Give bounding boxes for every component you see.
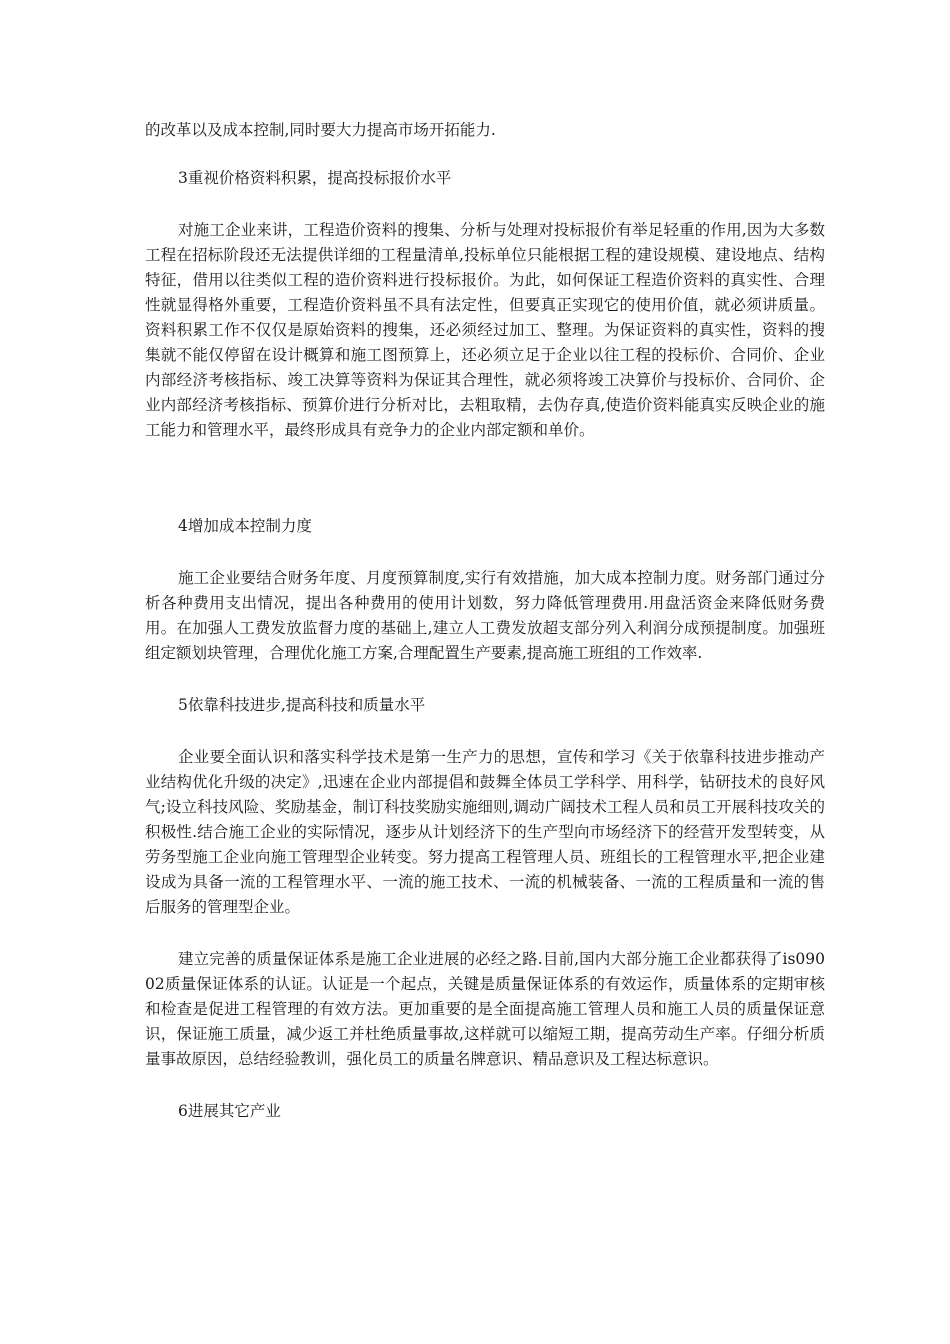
section-heading-6: 6进展其它产业 bbox=[178, 1102, 281, 1120]
paragraph-section-5b: 建立完善的质量保证体系是施工企业进展的必经之路.目前,国内大部分施工企业都获得了is09002质量保证体系的认证。认证是一个起点，关键是质量保证体系的有效运作，质量体系的定期审核和检查是促进工程管理的有效方法。更加重要的是全面提高施工管理人员和施工人员的质量保证意识，保证施工质量，减少返工并杜绝质量事故,这样就可以缩短工期，提高劳动生产率。仔细分析质量事故原因，总结经验教训，强化员工的质量名牌意识、精品意识及工程达标意识。 bbox=[145, 950, 825, 1068]
paragraph-section-3: 对施工企业来讲，工程造价资料的搜集、分析与处理对投标报价有举足轻重的作用,因为大多数工程在招标阶段还无法提供详细的工程量清单,投标单位只能根据工程的建设规模、建设地点、结构特征，借用以往类似工程的造价资料进行投标报价。为此，如何保证工程造价资料的真实性、合理性就显得格外重要，工程造价资料虽不具有法定性，但要真正实现它的使用价值，就必须讲质量。资料积累工作不仅仅是原始资料的搜集，还必须经过加工、整理。为保证资料的真实性，资料的搜集就不能仅停留在设计概算和施工图预算上，还必须立足于企业以往工程的投标价、合同价、企业内部经济考核指标、竣工决算等资料为保证其合理性，就必须将竣工决算价与投标价、合同价、企业内部经济考核指标、预算价进行分析对比，去粗取精，去伪存真,使造价资料能真实反映企业的施工能力和管理水平，最终形成具有竞争力的企业内部定额和单价。 bbox=[145, 221, 825, 439]
paragraph-section-4: 施工企业要结合财务年度、月度预算制度,实行有效措施，加大成本控制力度。财务部门通过分析各种费用支出情况，提出各种费用的使用计划数，努力降低管理费用.用盘活资金来降低财务费用。在加强人工费发放监督力度的基础上,建立人工费发放超支部分列入利润分成预提制度。加强班组定额划块管理，合理优化施工方案,合理配置生产要素,提高施工班组的工作效率. bbox=[145, 569, 825, 662]
paragraph-intro: 的改革以及成本控制,同时要大力提高市场开拓能力. bbox=[145, 121, 496, 139]
section-heading-4: 4增加成本控制力度 bbox=[178, 517, 312, 535]
section-heading-3: 3重视价格资料积累，提高投标报价水平 bbox=[178, 169, 452, 187]
paragraph-section-5a: 企业要全面认识和落实科学技术是第一生产力的思想，宣传和学习《关于依靠科技进步推动产业结构优化升级的决定》,迅速在企业内部提倡和鼓舞全体员工学科学、用科学，钻研技术的良好风气;设立科技风险、奖励基金，制订科技奖励实施细则,调动广阔技术工程人员和员工开展科技攻关的积极性.结合施工企业的实际情况，逐步从计划经济下的生产型向市场经济下的经营开发型转变，从劳务型施工企业向施工管理型企业转变。努力提高工程管理人员、班组长的工程管理水平,把企业建设成为具备一流的工程管理水平、一流的施工技术、一流的机械装备、一流的工程质量和一流的售后服务的管理型企业。 bbox=[145, 748, 825, 916]
document-body bbox=[145, 118, 825, 1124]
section-heading-5: 5依靠科技进步,提高科技和质量水平 bbox=[178, 696, 426, 714]
